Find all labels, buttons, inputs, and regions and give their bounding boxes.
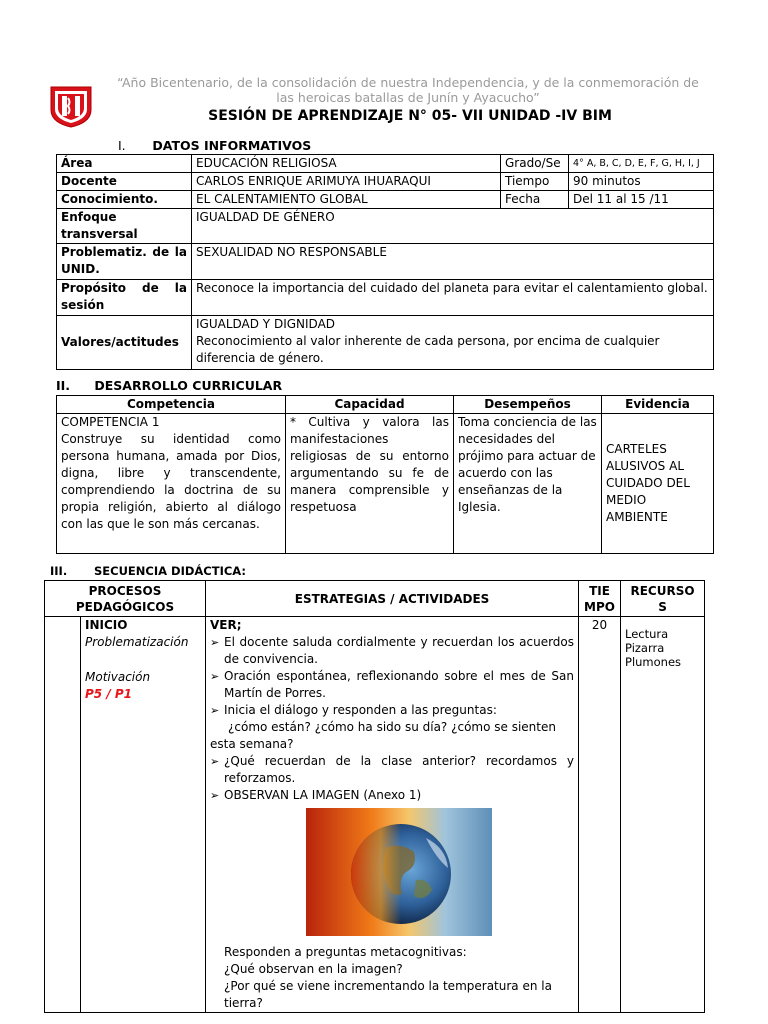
header-capacidad: Capacidad	[286, 396, 454, 414]
valores-label: Valores/actitudes	[57, 316, 192, 370]
header-recursos: RECURSO S	[621, 581, 705, 617]
secuencia-didactica-table	[44, 580, 705, 1013]
docente-value: CARLOS ENRIQUE ARIMUYA IHUARAQUI	[192, 173, 501, 191]
metacognitiva-question-1: ¿Qué observan en la imagen?	[224, 962, 403, 976]
area-label: Área	[57, 155, 192, 173]
desempenos-text: Toma conciencia de las necesidades del prójimo para actuar de acuerdo con las enseñanzas de la Iglesia.	[454, 414, 602, 554]
conocimiento-value: EL CALENTAMIENTO GLOBAL	[192, 191, 501, 209]
section-2-heading	[56, 378, 282, 393]
actividades-list	[210, 634, 574, 719]
datos-informativos-table	[56, 154, 714, 370]
actividades-list-2	[210, 753, 574, 804]
area-value: EDUCACIÓN RELIGIOSA	[192, 155, 501, 173]
metacognitivas-intro: Responden a preguntas metacognitivas:	[224, 945, 467, 959]
dialogo-questions: ¿cómo están? ¿cómo ha sido su día? ¿cómo se sienten esta semana?	[210, 720, 556, 751]
section-1-title: DATOS INFORMATIVOS	[152, 138, 312, 153]
list-item: ➢ Inicia el diálogo y responden a las preguntas:	[210, 702, 574, 719]
list-item: ➢ El docente saluda cordialmente y recuerdan los acuerdos de convivencia.	[210, 634, 574, 668]
section-3-heading	[50, 564, 246, 578]
section-2-number: II.	[56, 378, 71, 393]
session-title: SESIÓN DE APRENDIZAJE N° 05- VII UNIDAD -IV BIM	[208, 108, 612, 124]
tiempo-value: 20	[579, 617, 621, 1013]
tiempo-label: Tiempo	[501, 173, 569, 191]
global-warming-earth-image	[306, 808, 492, 936]
conocimiento-label: Conocimiento.	[57, 191, 192, 209]
fecha-label: Fecha	[501, 191, 569, 209]
valores-cell	[192, 316, 714, 370]
motivacion-label: Motivación	[85, 670, 151, 684]
estrategias-cell	[206, 617, 579, 1013]
proposito-value: Reconoce la importancia del cuidado del planeta para evitar el calentamiento global.	[192, 280, 714, 316]
header-competencia: Competencia	[57, 396, 286, 414]
header-evidencia: Evidencia	[602, 396, 714, 414]
metacognitiva-question-2: ¿Por qué se viene incrementando la temperatura en la tierra?	[224, 979, 552, 1010]
inicio-label: INICIO	[85, 618, 128, 632]
competencia-title: COMPETENCIA 1	[61, 415, 160, 429]
tiempo-value: 90 minutos	[569, 173, 714, 191]
competencia-cell	[57, 414, 286, 554]
header-estrategias: ESTRATEGIAS / ACTIVIDADES	[206, 581, 579, 617]
valores-value-text: Reconocimiento al valor inherente de cada persona, por encima de cualquier diferencia de género.	[196, 334, 660, 365]
section-1-number: I.	[118, 138, 126, 153]
recurso-item: Plumones	[625, 655, 682, 669]
problematizacion-label: Problematización	[85, 635, 189, 649]
enfoque-label: Enfoque transversal	[57, 209, 192, 244]
header-motto: “Año Bicentenario, de la consolidación de nuestra Independencia, y de la conmemoración de las heroicas batallas de Junín y Ayacucho”	[117, 75, 699, 105]
proposito-label: Propósito de la sesión	[57, 280, 192, 316]
problematizacion-label: Problematiz. de la UNID.	[57, 244, 192, 280]
section-3-title: SECUENCIA DIDÁCTICA:	[94, 564, 247, 578]
header-desempenos: Desempeños	[454, 396, 602, 414]
section-3-number: III.	[50, 564, 68, 578]
header-procesos: PROCESOS PEDAGÓGICOS	[45, 581, 206, 617]
list-item: ➢ OBSERVAN LA IMAGEN (Anexo 1)	[210, 787, 574, 804]
procesos-cell	[81, 617, 206, 1013]
competencia-text: Construye su identidad como persona humana, amada por Dios, digna, libre y transcendente, comprendiendo la doctrina de su propia religión, abierto al diálogo con las que le son más cercanas.	[61, 432, 281, 531]
blank-col-cell	[45, 617, 81, 1013]
section-1-heading	[118, 138, 311, 153]
ver-label: VER;	[210, 618, 242, 632]
header-tiempo: TIE MPO	[579, 581, 621, 617]
recursos-cell	[621, 617, 705, 1013]
list-item: ➢ ¿Qué recuerdan de la clase anterior? recordamos y reforzamos.	[210, 753, 574, 787]
evidencia-text: CARTELES ALUSIVOS AL CUIDADO DEL MEDIO AMBIENTE	[602, 414, 714, 554]
grado-value: 4° A, B, C, D, E, F, G, H, I, J	[569, 155, 714, 173]
fecha-value: Del 11 al 15 /11	[569, 191, 714, 209]
recurso-item: Pizarra	[625, 641, 665, 655]
desarrollo-curricular-table	[56, 395, 714, 554]
grado-label: Grado/Se	[501, 155, 569, 173]
valores-value-title: IGUALDAD Y DIGNIDAD	[196, 317, 336, 331]
capacidad-text: * Cultiva y valora las manifestaciones religiosas de su entorno argumentando su fe de manera comprensible y respetuosa	[286, 414, 454, 554]
problematizacion-value: SEXUALIDAD NO RESPONSABLE	[192, 244, 714, 280]
list-item: ➢ Oración espontánea, reflexionando sobre el mes de San Martín de Porres.	[210, 668, 574, 702]
section-2-title: DESARROLLO CURRICULAR	[94, 378, 283, 393]
enfoque-value: IGUALDAD DE GÉNERO	[192, 209, 714, 244]
school-logo	[47, 84, 95, 128]
docente-label: Docente	[57, 173, 192, 191]
p5-p1-label: P5 / P1	[85, 687, 133, 701]
recurso-item: Lectura	[625, 627, 669, 641]
